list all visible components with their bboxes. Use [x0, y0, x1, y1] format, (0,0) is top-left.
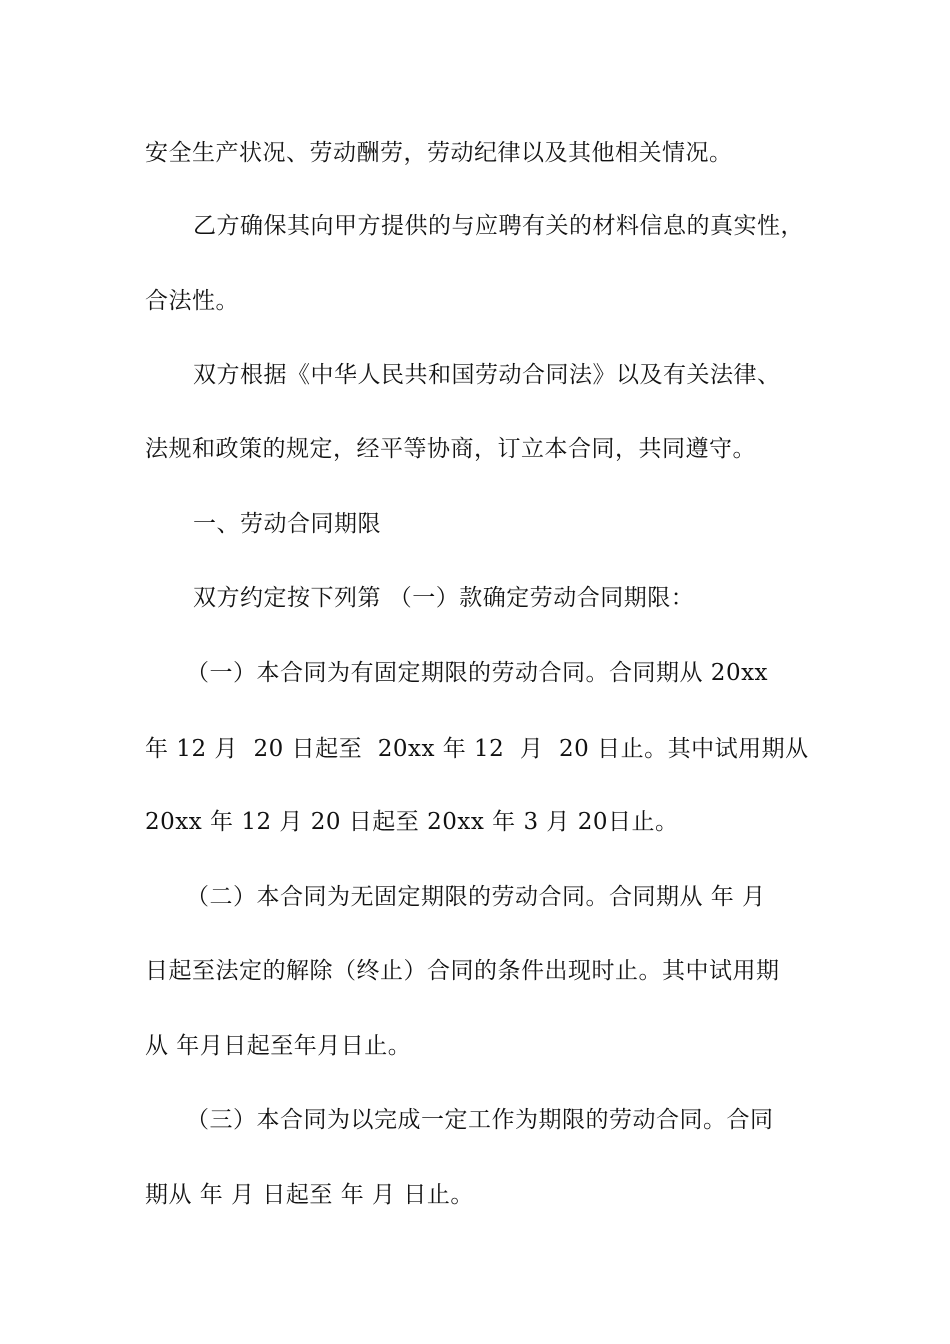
text-line-13: 从 年月日起至年月日止。 — [145, 1033, 412, 1059]
text-line-9: 年 12 月 20 日起至 20xx 年 12 月 20 日止。其中试用期从 — [145, 736, 809, 762]
text-line-8: （一）本合同为有固定期限的劳动合同。合同期从 20xx — [186, 660, 769, 686]
text-line-1: 安全生产状况、劳动酬劳，劳动纪律以及其他相关情况。 — [145, 140, 733, 166]
text-line-10: 20xx 年 12 月 20 日起至 20xx 年 3 月 20日止。 — [145, 809, 679, 835]
text-line-2: 乙方确保其向甲方提供的与应聘有关的材料信息的真实性， — [193, 213, 804, 239]
text-line-3: 合法性。 — [145, 288, 239, 314]
section-heading: 一、劳动合同期限 — [193, 511, 381, 537]
text-line-7: 双方约定按下列第 （一）款确定劳动合同期限： — [193, 585, 695, 611]
text-line-5: 法规和政策的规定，经平等协商，订立本合同，共同遵守。 — [145, 436, 756, 462]
text-line-4: 双方根据《中华人民共和国劳动合同法》以及有关法律、 — [193, 362, 781, 388]
text-line-14: （三）本合同为以完成一定工作为期限的劳动合同。合同 — [186, 1107, 774, 1133]
text-line-11: （二）本合同为无固定期限的劳动合同。合同期从 年 月 — [186, 884, 766, 910]
text-line-12: 日起至法定的解除（终止）合同的条件出现时止。其中试用期 — [145, 958, 780, 984]
text-line-15: 期从 年 月 日起至 年 月 日止。 — [145, 1182, 474, 1208]
